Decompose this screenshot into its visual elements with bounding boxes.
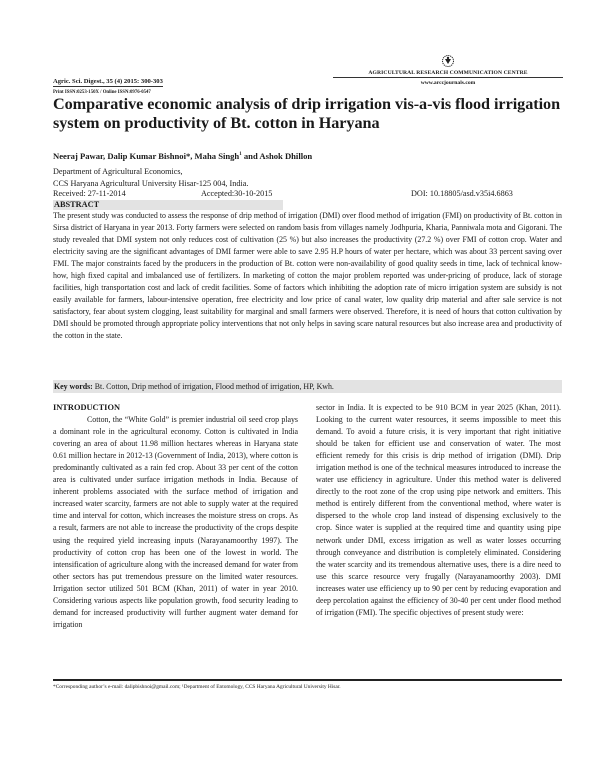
corresponding-author-footnote: *Corresponding author’s e-mail: dalipbishnoi@gmail.com; ¹Department of Entomology, CCS Haryana Agricultural University Hisar. <box>53 684 341 690</box>
authors-part-1: Neeraj Pawar, Dalip Kumar Bishnoi*, Maha Singh <box>53 151 240 161</box>
affiliation-university: CCS Haryana Agricultural University Hisar-125 004, India. <box>53 178 249 188</box>
doi[interactable]: DOI: 10.18805/asd.v35i4.6863 <box>411 189 513 198</box>
author-list <box>53 151 312 161</box>
accepted-date: Accepted:30-10-2015 <box>201 189 273 198</box>
keywords-bar <box>53 380 562 393</box>
abstract-heading: ABSTRACT <box>53 200 283 210</box>
running-header-left <box>53 70 193 95</box>
publisher-url[interactable]: www.arccjournals.com <box>420 80 476 86</box>
journal-citation: Agric. Sci. Digest., 35 (4) 2015: 300-303 <box>53 78 163 85</box>
running-header-right <box>333 54 563 86</box>
abstract-text: The present study was conducted to assess the response of drip method of irrigation (DMI) over flood method of irrigation (FMI) on productivity of Bt. cotton in Sirsa district of Haryana in year 2013. Forty farmers were selected on random basis from villages namely Jodhpuria, Kharia, Panniwala mota and Gigorani. The study revealed that DMI system not only reduces cost of cultivation (25 %) but also increases the productivity (27.2 %) over FMI of cotton crop. Water and electricity saving are the significant advantages of DMI farmer were able to save 2.95 H.P hours of water per hectare, which was about 33 percent saving over FMI. The major constraints faced by the producers in the production of Bt. cotton were non-availability of good quality seeds in time, lack of technical know-how, high fixed capital and imbalanced use of fertilizers. In marketing of cotton the major problem reported was under-pricing of produce, lack of storage facilities, high transportation cost and lack of credit facilities. Some of factors which inhibiting the adoption rate of micro irrigation system are subsidy is not easily available for farmers, labour-intensive operation, free electricity and low price of canal water, low quality drip material and after sale service is not satisfactory, fear about system clogging, least suitability for marginal and small farmers were observed. Therefore, it is need of hours that cotton cultivation by DMI should be promoted through appropriate policy interventions that not only helps in saving scare natural resources but also increase area and productivity of the cotton in the state. <box>53 211 562 341</box>
affiliation <box>53 166 248 189</box>
received-date: Received: 27-11-2014 <box>53 189 126 198</box>
authors-part-2: and Ashok Dhillon <box>241 151 313 161</box>
arcc-logo-icon <box>441 54 455 68</box>
body-column-right <box>316 402 561 619</box>
issn-line: Print ISSN:0253-150X / Online ISSN:0976-0547 <box>53 90 151 95</box>
body-column-left <box>53 402 298 631</box>
keywords-text: Bt. Cotton, Drip method of irrigation, Flood method of irrigation, HP, Kwh. <box>92 382 334 391</box>
introduction-paragraph-right: sector in India. It is expected to be 910 BCM in year 2025 (Khan, 2011). Looking to the current water resources, it seems impossible to meet this demand. To avoid a future crisis, it is very important that right initiative should be taken for efficient use and conservation of water. The most efficient remedy for this crisis is drip method of irrigation (DMI). Drip irrigation method is one of the technical measures introduced to increase the water use efficiency in agriculture. Under this method water is delivered directly to the root zone of the crop using pipe network and emitters. This method is entirely different from the conventional method, where water is dispersed to the whole crop land instead of dispensing exclusively to the crop. Since water is supplied at the required time and quantity using pipe network under DMI, excess irrigation as well as water losses occurring through conveyance and distribution is completely eliminated. Considering the water scarcity and its tremendous alternative uses, there is a dire need to use this scarce resource very frugally (Narayanamoorthy 2003). DMI increases water use efficiency up to 90 per cent by reducing evaporation and deep percolation against the efficiency of 30-40 per cent under flood method of irrigation (FMI). The specific objectives of present study were: <box>316 403 561 617</box>
affiliation-department: Department of Agricultural Economics, <box>53 167 183 176</box>
affiliation-marker: 1 <box>239 152 242 158</box>
footnote-divider <box>53 679 562 681</box>
keywords-label: Key words: <box>54 382 93 391</box>
article-dates <box>53 189 563 198</box>
introduction-paragraph-left: Cotton, the “White Gold” is premier industrial oil seed crop plays a dominant role in the agricultural economy. Cotton is cultivated in India covering an area of about 11.98 million hectares whereas in Haryana state 0.61 million hectare in 2012-13 (Government of India, 2013), where cotton is predominantly cultivated as a rain fed crop. About 33 per cent of the cotton area is cultivated under surface irrigation methods in India. Because of inherent problems associated with the surface method of irrigation and increased water scarcity, farmers are not able to supply water at the required time and interval for cotton, which increases the moisture stress on crops. As a result, farmers are not able to increase the productivity of the crops despite using the required yield increasing inputs (Narayanamoorthy 1997). The productivity of cotton crop has been one of the lowest in world. The intensification of agriculture along with the increased demand for water from other sectors has put tremendous pressure on the limited water resources. Irrigation sector utilized 501 BCM (Khan, 2011) of water in year 2010. Considering various aspects like population growth, food security leading to demand for increased productivity will further augment water demand for irrigation <box>53 415 298 629</box>
article-title: Comparative economic analysis of drip irrigation vis-a-vis flood irrigation system on productivity of Bt. cotton in Haryana <box>53 95 561 132</box>
introduction-heading: INTRODUCTION <box>53 403 121 412</box>
publisher-name: AGRICULTURAL RESEARCH COMMUNICATION CENTRE <box>333 70 563 78</box>
